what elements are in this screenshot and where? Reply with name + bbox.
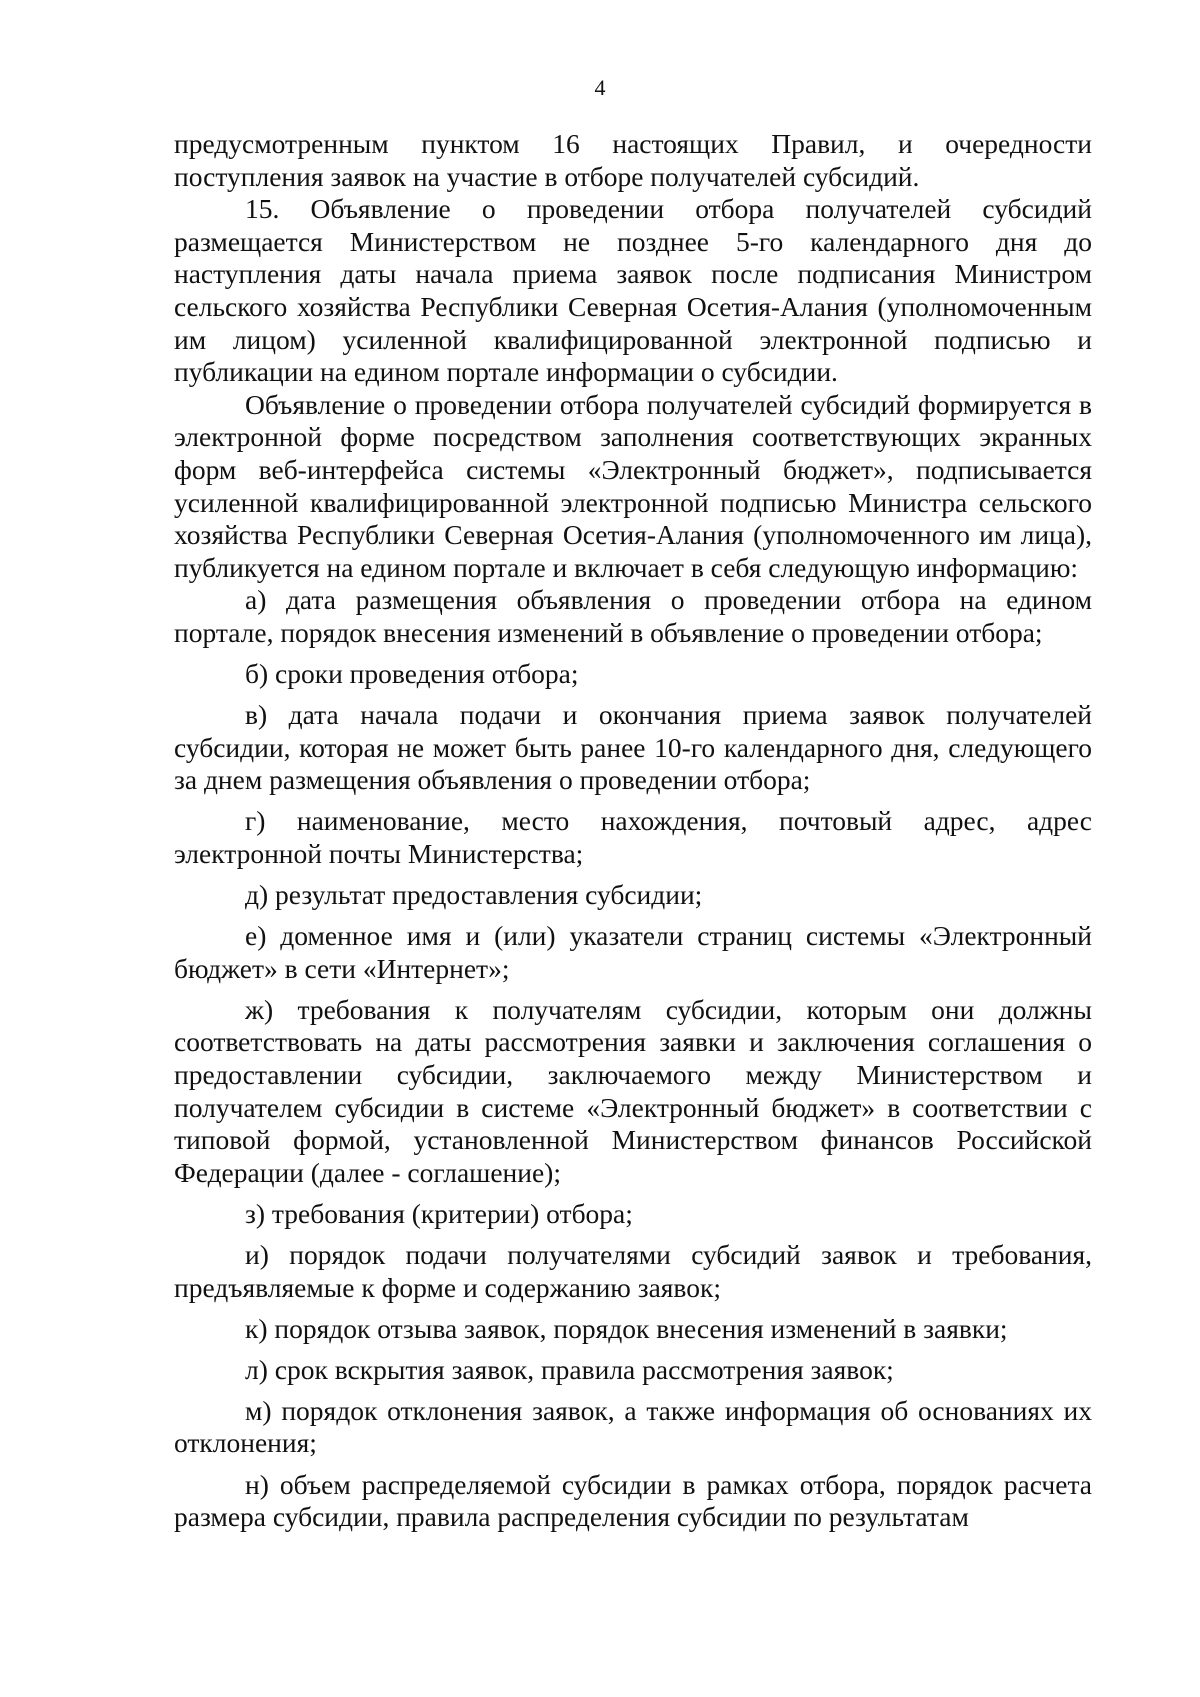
- paragraph-announcement-format: Объявление о проведении отбора получателей субсидий формируется в электронной форме посредством заполнения соответствующих экранных форм веб-интерфейса системы «Электронный бюджет», подписывается усиленной квалифицированной электронной подписью Министра сельского хозяйства Республики Северная Осетия-Алания (уполномоченного им лица), публикуется на едином портале и включает в себя следующую информацию:: [174, 388, 1092, 583]
- list-item-g: г) наименование, место нахождения, почтовый адрес, адрес электронной почты Министерства;: [174, 805, 1092, 869]
- paragraph-continuation: предусмотренным пунктом 16 настоящих Правил, и очередности поступления заявок на участие в отборе получателей субсидий.: [174, 128, 1092, 192]
- list-item-e: е) доменное имя и (или) указатели страниц системы «Электронный бюджет» в сети «Интернет»;: [174, 920, 1092, 984]
- list-item-z: з) требования (критерии) отбора;: [245, 1197, 633, 1229]
- list-item-i: и) порядок подачи получателями субсидий заявок и требования, предъявляемые к форме и содержанию заявок;: [174, 1239, 1092, 1303]
- paragraph-item-15: 15. Объявление о проведении отбора получателей субсидий размещается Министерством не позднее 5-го календарного дня до наступления даты начала приема заявок после подписания Министром сельского хозяйства Республики Северная Осетия-Алания (уполномоченным им лицом) усиленной квалифицированной электронной подписью и публикации на едином портале информации о субсидии.: [174, 193, 1092, 388]
- list-item-n: н) объем распределяемой субсидии в рамках отбора, порядок расчета размера субсидии, правила распределения субсидии по результатам: [174, 1468, 1092, 1533]
- list-item-a: а) дата размещения объявления о проведении отбора на едином портале, порядок внесения изменений в объявление о проведении отбора;: [174, 584, 1092, 648]
- list-item-v: в) дата начала подачи и окончания приема заявок получателей субсидии, которая не может быть ранее 10-го календарного дня, следующего за днем размещения объявления о проведении отбора;: [174, 699, 1092, 796]
- list-item-l: л) срок вскрытия заявок, правила рассмотрения заявок;: [245, 1353, 894, 1385]
- list-item-k: к) порядок отзыва заявок, порядок внесения изменений в заявки;: [245, 1312, 1008, 1344]
- list-item-m: м) порядок отклонения заявок, а также информация об основаниях их отклонения;: [174, 1394, 1092, 1459]
- list-item-d: д) результат предоставления субсидии;: [245, 879, 703, 911]
- page-number: 4: [594, 75, 606, 100]
- list-item-zh: ж) требования к получателям субсидии, которым они должны соответствовать на даты рассмотрения заявки и заключения соглашения о предоставлении субсидии, заключаемого между Министерством и получателем субсидии в системе «Электронный бюджет» в соответствии с типовой формой, установленной Министерством финансов Российской Федерации (далее - соглашение);: [174, 993, 1092, 1188]
- list-item-b: б) сроки проведения отбора;: [245, 658, 579, 689]
- document-body: [174, 128, 1092, 1534]
